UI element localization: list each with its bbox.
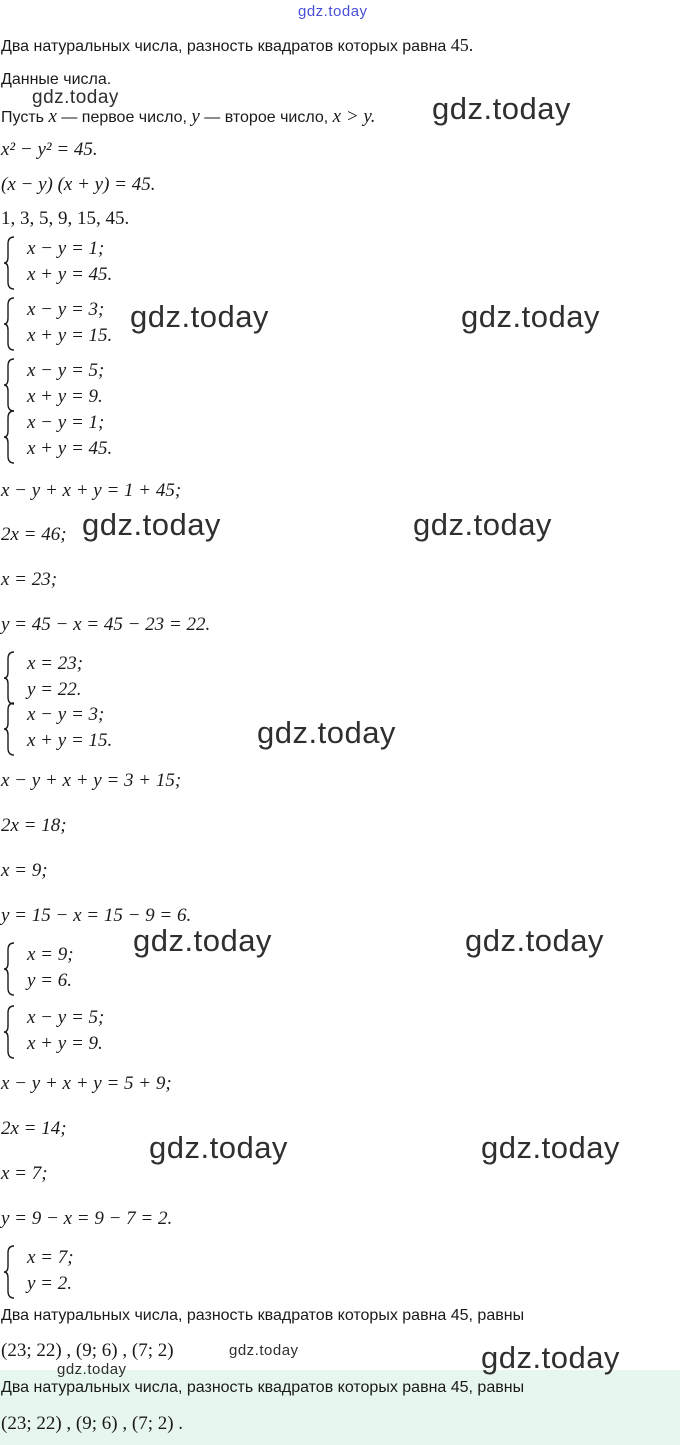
watermark: gdz.today [413,507,552,542]
brace-icon [3,1245,15,1299]
answer-box [0,1370,680,1445]
watermark: gdz.today [82,507,221,542]
watermark: gdz.today [481,1340,620,1375]
system-line: x + y = 15. [27,730,113,751]
result-system-1 [3,651,203,705]
watermark: gdz.today [32,87,119,108]
given-label: Данные числа. [1,71,112,88]
system-line: y = 2. [27,1273,73,1294]
calculation-line: x − y + x + y = 1 + 45; [1,480,182,501]
watermark: gdz.today [432,91,571,126]
calculation-line: y = 9 − x = 9 − 7 = 2. [1,1208,173,1229]
result-system-3 [3,1245,203,1299]
system-line: x = 9; [27,944,74,965]
calculation-line: x = 7; [1,1163,48,1184]
system-5 [3,702,203,756]
brace-icon [3,1005,15,1059]
system-line: x − y = 1; [27,412,105,433]
let-cond: x > y. [332,106,376,127]
calculation-line: 2x = 46; [1,524,67,545]
divisors-list: 1, 3, 5, 9, 15, 45. [1,208,130,229]
system-line: x + y = 45. [27,438,113,459]
answer-pairs: (23; 22) , (9; 6) , (7; 2) . [1,1413,184,1434]
let-statement [1,106,376,128]
system-line: x − y = 5; [27,1007,105,1028]
brace-icon [3,236,15,290]
system-line: x + y = 9. [27,386,103,407]
system-line: x − y = 5; [27,360,105,381]
watermark: gdz.today [461,299,600,334]
system-line: y = 22. [27,679,82,700]
system-1 [3,236,203,290]
calculation-line: x − y + x + y = 3 + 15; [1,770,182,791]
watermark: gdz.today [57,1361,127,1378]
let-x: x [48,106,57,127]
system-line: y = 6. [27,970,73,991]
watermark: gdz.today [133,923,272,958]
system-line: x − y = 1; [27,238,105,259]
system-line: x + y = 15. [27,325,113,346]
let-mid2: — второе число, [204,109,329,126]
calculation-line: x = 9; [1,860,48,881]
watermark: gdz.today [481,1130,620,1165]
equation-factored: (x − y) (x + y) = 45. [1,174,156,195]
calculation-line: x = 23; [1,569,58,590]
system-line: x + y = 9. [27,1033,103,1054]
brace-icon [3,358,15,412]
watermark: gdz.today [257,715,396,750]
brace-icon [3,651,15,705]
answer-text: Два натуральных числа, разность квадратов которых равна 45, равны [1,1379,525,1396]
let-mid1: — первое число, [61,109,187,126]
statement-value: 45. [450,35,474,55]
statement-text: Два натуральных числа, разность квадратов которых равна [1,38,447,55]
system-3 [3,358,203,412]
brace-icon [3,410,15,464]
system-line: x + y = 45. [27,264,113,285]
conclusion-pairs: (23; 22) , (9; 6) , (7; 2) [1,1340,174,1361]
watermark: gdz.today [149,1130,288,1165]
calculation-line: 2x = 14; [1,1118,67,1139]
system-6 [3,1005,203,1059]
system-line: x − y = 3; [27,704,105,725]
calculation-line: y = 15 − x = 15 − 9 = 6. [1,905,192,926]
let-y: y [191,106,200,127]
watermark: gdz.today [465,923,604,958]
top-watermark: gdz.today [298,3,368,20]
conclusion-text: Два натуральных числа, разность квадратов которых равна 45, равны [1,1307,525,1324]
brace-icon [3,702,15,756]
watermark: gdz.today [229,1342,299,1359]
equation-difference-of-squares: x² − y² = 45. [1,139,98,160]
watermark: gdz.today [130,299,269,334]
let-prefix: Пусть [1,109,44,126]
system-line: x = 23; [27,653,84,674]
calculation-line: y = 45 − x = 45 − 23 = 22. [1,614,211,635]
system-4 [3,410,203,464]
calculation-line: x − y + x + y = 5 + 9; [1,1073,172,1094]
brace-icon [3,297,15,351]
system-line: x = 7; [27,1247,74,1268]
problem-statement [1,35,473,56]
brace-icon [3,942,15,996]
calculation-line: 2x = 18; [1,815,67,836]
system-line: x − y = 3; [27,299,105,320]
